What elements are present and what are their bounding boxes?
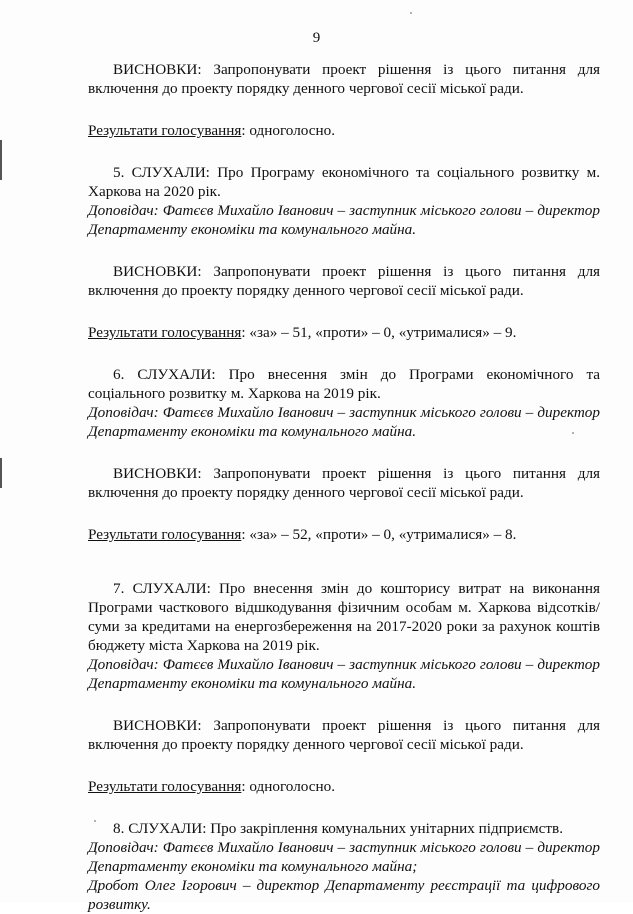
agenda-item-text: Про внесення змін до Програми економічного та соціального розвитку м. Харкова на 2019 рік. xyxy=(88,366,601,402)
page-number: 9 xyxy=(312,30,321,46)
voting-results-value: «за» – 51, «проти» – 0, «утрималися» – 9. xyxy=(249,324,517,341)
agenda-item-text: Про внесення змін до кошторису витрат на виконання Програми часткового відшкодування фізичним особам м. Харкова відсотків/суми за кредитами на енергозбереження на 2017-2020 роки за рахунок коштів бюджету міста Харкова на 2019 рік. xyxy=(88,580,600,654)
speaker-line xyxy=(88,838,600,876)
agenda-item-6 xyxy=(88,365,600,403)
speaker-name: Фатєєв Михайло Іванович – заступник міського голови – директор Департаменту економіки та комунального майна. xyxy=(88,202,600,238)
speaker-name: Фатєєв Михайло Іванович – заступник міського голови – директор Департаменту економіки та комунального майна. xyxy=(88,404,600,440)
agenda-item-5 xyxy=(88,163,600,201)
conclusion-paragraph xyxy=(88,60,600,98)
agenda-item-text: Про Програму економічного та соціального розвитку м. Харкова на 2020 рік. xyxy=(88,164,601,200)
conclusion-text: Запропонувати проект рішення із цього питання для включення до проекту порядку денного чергової сесії міської ради. xyxy=(88,465,601,501)
agenda-item-heading: 5. СЛУХАЛИ: xyxy=(113,164,210,181)
speaker-label: Доповідач: xyxy=(88,404,159,421)
agenda-item-heading: 8. СЛУХАЛИ: xyxy=(113,820,207,837)
conclusion-paragraph xyxy=(88,262,600,300)
speaker-label: Доповідач: xyxy=(88,202,159,219)
speaker-name: Дробот Олег Ігорович – директор Департаменту реєстрації та цифрового розвитку. xyxy=(88,877,600,913)
minutes-body xyxy=(88,60,600,914)
speaker-name: Фатєєв Михайло Іванович – заступник міського голови – директор Департаменту економіки та комунального майна. xyxy=(88,656,600,692)
speaker-label: Доповідач: xyxy=(88,839,159,856)
voting-results xyxy=(88,121,600,140)
conclusion-paragraph xyxy=(88,464,600,502)
voting-results-label: Результати голосування xyxy=(88,324,242,341)
speaker-name: Фатєєв Михайло Іванович – заступник міського голови – директор Департаменту економіки та комунального майна; xyxy=(88,839,600,875)
scan-artifact xyxy=(0,140,2,180)
conclusion-label: ВИСНОВКИ: xyxy=(113,465,202,482)
agenda-item-heading: 6. СЛУХАЛИ: xyxy=(113,366,216,383)
voting-results-label: Результати голосування xyxy=(88,778,242,795)
voting-results: Результати голосування: «за» – 52, «проти» – 0, «утрималися» – 8. xyxy=(88,526,517,543)
voting-results: Результати голосування: «за» – 51, «проти» – 0, «утрималися» – 9. xyxy=(88,324,517,341)
voting-results-value: : одноголосно. xyxy=(241,122,336,139)
voting-results-label: Результати голосування xyxy=(88,526,242,543)
conclusion-label: ВИСНОВКИ: xyxy=(113,717,202,734)
speaker-line xyxy=(88,655,600,693)
speaker-label: Доповідач: xyxy=(88,656,159,673)
agenda-item-7 xyxy=(88,579,600,655)
conclusion-label: ВИСНОВКИ: xyxy=(113,61,202,78)
conclusion-text: Запропонувати проект рішення із цього питання для включення до проекту порядку денного чергової сесії міської ради. xyxy=(88,263,601,299)
conclusion-text: Запропонувати проект рішення із цього питання для включення до проекту порядку денного чергової сесії міської ради. xyxy=(88,61,601,97)
voting-results xyxy=(88,777,600,796)
agenda-item-text: Про закріплення комунальних унітарних підприємств. xyxy=(210,820,564,837)
agenda-item-8 xyxy=(88,819,600,838)
voting-results-value: «за» – 52, «проти» – 0, «утрималися» – 8. xyxy=(249,526,517,543)
scan-speck xyxy=(410,12,412,14)
scan-artifact xyxy=(0,458,2,488)
voting-results-value: : одноголосно. xyxy=(241,778,336,795)
conclusion-text: Запропонувати проект рішення із цього питання для включення до проекту порядку денного чергової сесії міської ради. xyxy=(88,717,601,753)
agenda-item-heading: 7. СЛУХАЛИ: xyxy=(113,580,211,597)
speaker-line xyxy=(88,201,600,239)
speaker-line-second xyxy=(88,876,600,914)
voting-results-label: Результати голосування xyxy=(88,122,242,139)
conclusion-label: ВИСНОВКИ: xyxy=(113,263,202,280)
speaker-line xyxy=(88,403,600,441)
conclusion-paragraph xyxy=(88,716,600,754)
